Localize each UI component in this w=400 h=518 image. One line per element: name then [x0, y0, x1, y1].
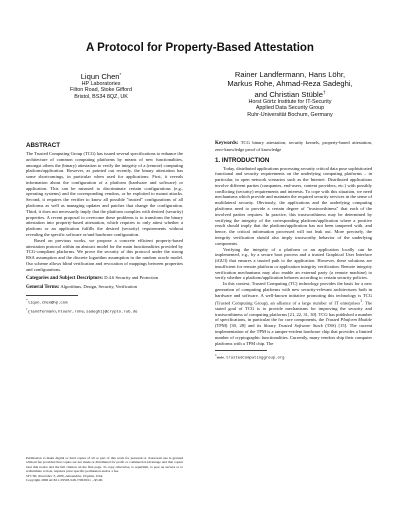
intro-heading: 1. INTRODUCTION [215, 156, 270, 164]
copyright: Copyright 2006 ACM 1-59593-548-7/06/0011 ...$5.00. [26, 478, 104, 483]
author-address: Filton Road, Stoke Gifford [70, 87, 132, 94]
paper-title: A Protocol for Property-Based Attestation [86, 42, 314, 54]
author-affiliation: Applied Data Security Group [255, 105, 325, 112]
author-address: Bristol, BS34 8QZ, UK [74, 93, 128, 100]
keywords: Keywords: TCG binary attestation, security kernels, property-based attestation, zero-knowledge proof of knowledge [215, 140, 373, 152]
author-affiliation: Horst Görtz Institute for IT-Security [248, 99, 332, 105]
permission-text: Permission to make digital or hard copies of all or part of this work for personal or classroom use is granted without fee provided that copies are not made or distributed for profit or commercial advantage and that copies bear this notice and the full citation on the first page. To copy otherwise, to republish, to post on servers or to redistribute to lists, requires prior specific permission and/or a fee. [26, 456, 183, 474]
author-names: Markus Rohe, Ahmad-Reza Sadeghi, [227, 79, 353, 88]
categories: Categories and Subject Descriptors: D.4.6 Security and Protection [26, 275, 159, 282]
footnote-tcg-url: $^1$www.trustedcomputinggroup.org [215, 353, 285, 361]
intro-paragraph: Verifying the integrity of a platform or an application locally can be implemented, e.g., by a secure boot process and a trusted Graphical User Interface (tGUI) that ensures a trusted path to the application. However, these solutions are insufficient for remote platform or application integrity verification. Remote integrity verification mechanisms may also enable an external party (a remote machine) to verify whether a platform/application behaves according to certain security policies. [215, 246, 372, 281]
abstract-heading: ABSTRACT [26, 142, 61, 149]
left-column [26, 140, 183, 316]
footnote-email-rub: †{landfermann,hloehr,rohe,sadeghi}@crypto.rub.de [26, 306, 138, 315]
author-name: Liqun Chen* [80, 72, 122, 81]
permission-notice [26, 456, 183, 482]
venue: STC'06, November 3, 2006, Alexandria, Virginia, USA. [26, 473, 104, 478]
right-column [215, 140, 372, 362]
author-block-rub [200, 70, 380, 118]
author-affiliation: Ruhr-Universität Bochum, Germany [247, 111, 333, 118]
abstract-paragraph: Based on previous works, we propose a concrete efficient property-based attestation protocol within an abstract model for the main functionalities provided by TCG-compliant platforms. We prove the security of this protocol under the strong RSA assumption and the discrete logarithm assumption in the random oracle model. Our scheme allows blind verification and revocation of mappings between properties and configurations. [26, 237, 183, 272]
abstract-paragraph: The Trusted Computing Group (TCG) has issued several specifications to enhance the architecture of common computing platforms by means of new functionalities, amongst others the (binary) attestation to verify the integrity of a (remote) computing platform/application. However, as pointed out recently, the binary attestation has some shortcomings, in particular when used for applications: First, it reveals information about the configuration of a platform (hardware and software) or application. This can be misused to discriminate certain configurations (e.g., operating systems) and the corresponding vendors, or be exploited to mount attacks. Second, it requires the verifier to know all possible "trusted" configurations of all platforms as well as managing updates and patches that change the configuration. Third, it does not necessarily imply that the platform complies with desired (security) properties. A recent proposal to overcome these problems is to transform the binary attestation into property-based attestation, which requires to only attest whether a platform or an application fulfills the desired (security) requirements without revealing the specific software or/and hardware configuration. [26, 151, 183, 237]
footnote-email-chen: *liqun.chen@hp.com [26, 297, 68, 306]
author-block-chen [36, 70, 166, 100]
intro-paragraph: Today, distributed applications processing security critical data pose sophisticated functional and security requirements on the underlying computing platforms – in particular, in open network scenarios such as the Internet. Distributed applications involve different parties (companies, end-users, content providers, etc.) with possibly conflicting (security) requirements and interests. To cope with this situation, we need mechanisms which provide and maintain the required security services in the sense of multilateral security. Obviously, the applications and the underlying computing platforms need to provide a certain degree of "trustworthiness" that each of the involved parties requires. In practice, this trustworthiness may be determined by verifying the integrity of the corresponding platform/application where a positive result should imply that the platform/application has not been tampered with, and hence, the critical information processed will not leak out. More precisely, the integrity verification should also imply trustworthy behavior of the underlying components. [215, 165, 372, 246]
footnote-rule [215, 350, 267, 351]
footnote-rule [26, 295, 78, 296]
general-terms: General Terms: Algorithms, Design, Security, Verification [26, 284, 138, 291]
intro-paragraph: In this context, Trusted Computing (TC) technology provides the basis for a new generation of computing platforms with new security-relevant architectures both in hardware and software. A well-known initiative promoting this technology is TCG (Trusted Computing Group), an alliance of a large number of IT enterprises$^1$. The stated goal of TCG is to provide mechanisms for improving the security and trustworthiness of computing platforms [21, 22, 31, 30]. TCG has published a number of specifications, in particular the for core components, the Trusted Platform Module (TPM) [30, 28] and its library Trusted Software Stack (TSS) [15]. The current implementation of the TPM is a tamper-evident hardware chip that provides a limited number of cryptographic functionalities. Currently, many vendors ship their computer platforms with a TPM chip. The [215, 281, 373, 346]
author-names: and Christian Stüble† [254, 90, 326, 99]
author-affiliation: HP Laboratories [81, 81, 121, 87]
author-names: Rainer Landfermann, Hans Löhr, [234, 70, 346, 79]
